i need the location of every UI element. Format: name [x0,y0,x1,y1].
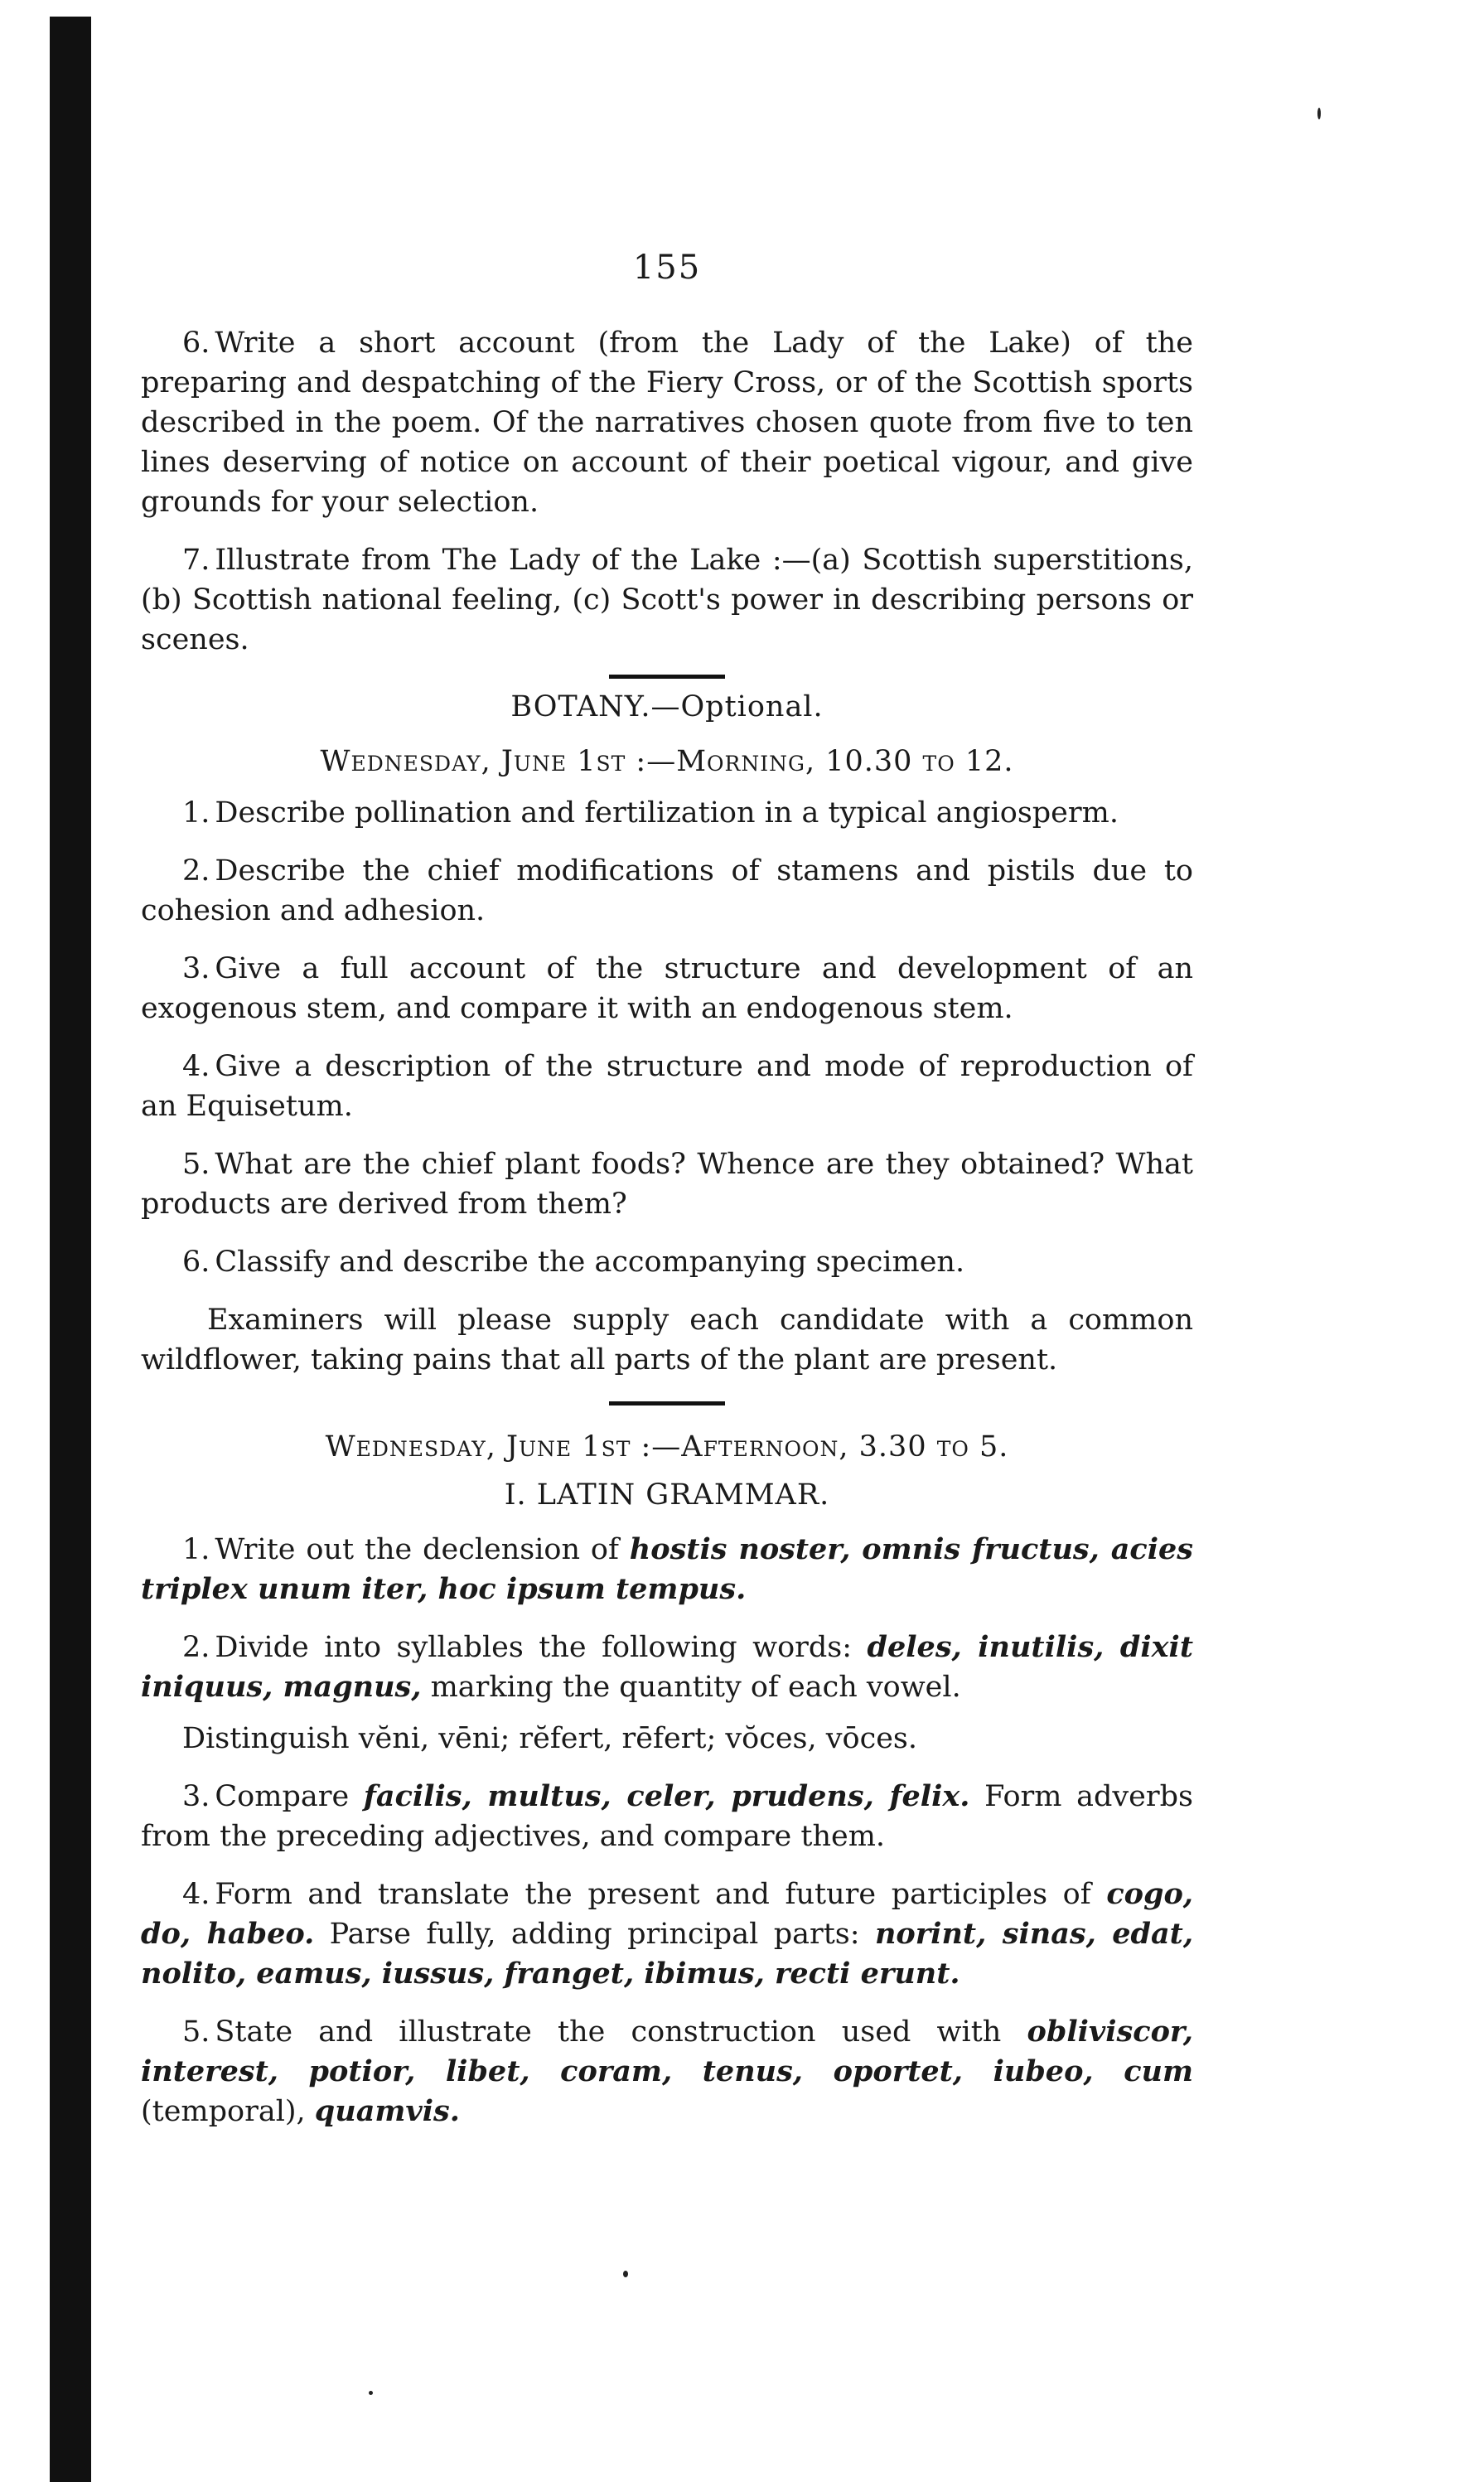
botany-question: 1. Describe pollination and fertilization in a typical angiosperm. [182,796,1119,830]
botany-question: 2. Describe the chief modifications of stamens and pistils due to cohesion and adhesion. [141,854,1193,927]
latin-question-4: 4. Form and translate the present and future participles of cogo, do, habeo. Parse fully, adding principal parts: norint, sinas, edat, nolito, eamus, iussus, franget, ibimus, recti erunt. [141,1877,1194,1991]
botany-question: 5. What are the chief plant foods? Whence are they obtained? What products are derived from them? [141,1148,1193,1221]
scan-speck [369,2391,373,2395]
section-divider [609,1401,725,1405]
botany-examiner-note: Examiners will please supply each candidate with a common wildflower, taking pains that all parts of the plant are present. [141,1304,1193,1376]
page-body [141,323,1193,2131]
scan-speck [623,2271,628,2277]
page-number: 155 [632,249,702,287]
latin-question-2-distinguish: Distinguish vĕni, vēni; rĕfert, rēfert; vŏces, vōces. [182,1722,917,1755]
botany-title: BOTANY.—Optional. [510,690,824,723]
botany-question: 4. Give a description of the structure and mode of reproduction of an Equisetum. [141,1050,1193,1123]
latin-question-3: 3. Compare facilis, multus, celer, prudens, felix. Form adverbs from the preceding adjectives, and compare them. [141,1779,1193,1853]
scan-edge-bar [50,17,91,2482]
latin-question-2: 2. Divide into syllables the following words: deles, inutilis, dixit iniquus, magnus, marking the quantity of each vowel. [141,1630,1193,1704]
scan-speck [1317,108,1321,119]
botany-question: 6. Classify and describe the accompanying specimen. [182,1246,965,1279]
latin-schedule: Wednesday, June 1st :—Afternoon, 3.30 to 5. [325,1430,1009,1464]
lady-question-7: 7. Illustrate from The Lady of the Lake :—(a) Scottish superstitions, (b) Scottish national feeling, (c) Scott's power in describing persons or scenes. [141,544,1193,656]
section-divider [609,675,725,679]
botany-questions [141,793,1193,1282]
botany-question: 3. Give a full account of the structure and development of an exogenous stem, and compare it with an endogenous stem. [141,952,1193,1025]
botany-schedule: Wednesday, June 1st :—Morning, 10.30 to 12. [320,745,1014,778]
latin-title: I. LATIN GRAMMAR. [504,1478,830,1512]
latin-question-5: 5. State and illustrate the construction used with obliviscor, interest, potior, libet, coram, tenus, oportet, iubeo, cum (temporal), quamvis. [141,2015,1193,2128]
lady-question-6: 6. Write a short account (from the Lady of the Lake) of the preparing and despatching of the Fiery Cross, or of the Scottish sports described in the poem. Of the narratives chosen quote from five to ten lines deserving of notice on account of their poetical vigour, and give grounds for your selection. [141,327,1193,519]
latin-question-1: 1. Write out the declension of hostis noster, omnis fructus, acies triplex unum iter, hoc ipsum tempus. [141,1532,1193,1606]
